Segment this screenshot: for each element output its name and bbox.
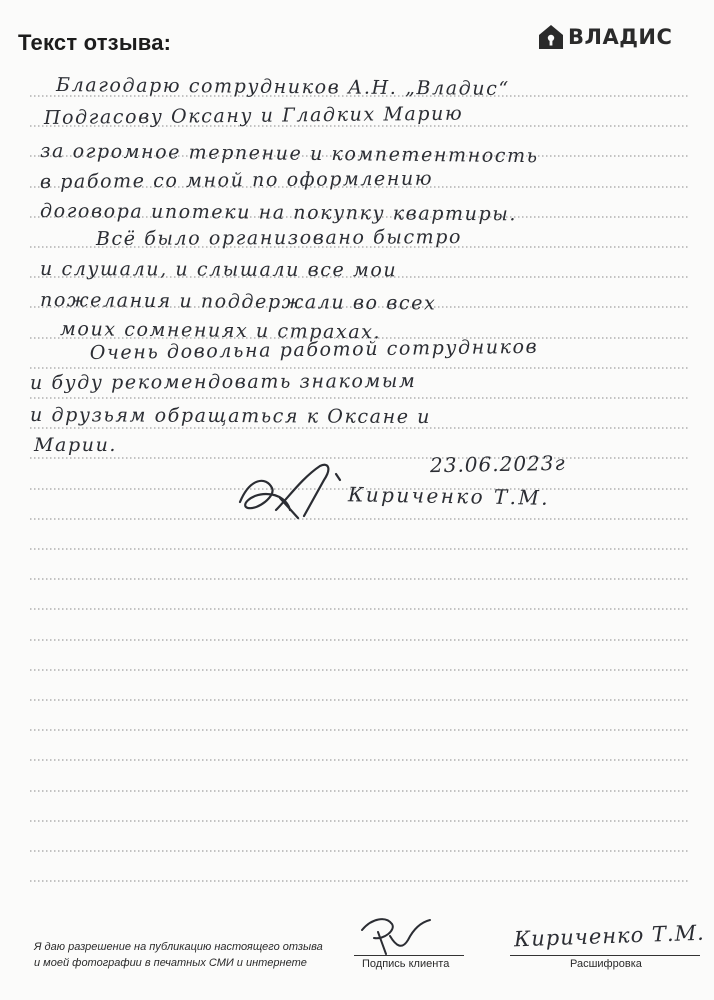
review-line: и буду рекомендовать знакомым xyxy=(29,369,417,394)
form-title: Текст отзыва: xyxy=(18,30,172,55)
review-signature-name: Кириченко Т.М. xyxy=(347,482,551,510)
review-line: договора ипотеки на покупку квартиры. xyxy=(40,200,518,226)
publication-consent xyxy=(34,939,354,971)
client-signature xyxy=(236,458,356,520)
review-line: в работе со мной по оформлению xyxy=(39,167,434,193)
consent-line: Я даю разрешение на публикацию настоящего отзыва xyxy=(34,941,323,953)
bottom-decode-name: Кириченко Т.М. xyxy=(513,920,706,952)
review-line: пожелания и поддержали во всех xyxy=(40,289,437,315)
review-text xyxy=(0,0,714,470)
bottom-client-signature xyxy=(356,910,436,958)
review-date: 23.06.2023г xyxy=(429,450,566,478)
review-line: Подгасову Оксану и Гладких Марию xyxy=(43,102,464,129)
review-line: и друзьям обращаться к Оксане и xyxy=(30,404,432,429)
review-line: за огромное терпение и компетентность xyxy=(40,140,539,168)
review-line: Марии. xyxy=(34,434,118,456)
signature-line xyxy=(354,955,464,956)
review-line: Благодарю сотрудников А.Н. „Владис“ xyxy=(56,74,510,100)
review-line: и слушали, и слышали все мои xyxy=(40,258,398,282)
signature-label: Подпись клиента xyxy=(362,958,450,970)
brand-name: ВЛАДИС xyxy=(568,25,673,49)
decode-label: Расшифровка xyxy=(570,958,642,970)
review-line: Очень довольна работой сотрудников xyxy=(89,335,539,364)
decode-line xyxy=(510,955,700,956)
review-line: Всё было организовано быстро xyxy=(95,226,463,250)
consent-line: и моей фотографии в печатных СМИ и интернете xyxy=(34,957,307,969)
review-line: моих сомнениях и страхах. xyxy=(60,318,382,344)
